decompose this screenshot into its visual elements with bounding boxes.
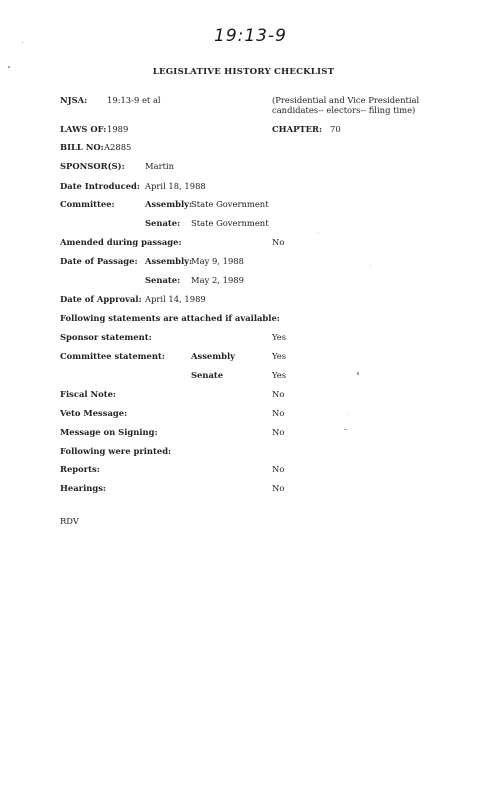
passage-senate-value: May 2, 1989 <box>191 275 244 285</box>
laws-of-label: LAWS OF: <box>60 124 107 134</box>
date-introduced-label: Date Introduced: <box>60 181 140 191</box>
scan-speck <box>344 429 347 430</box>
bill-no-value: A2885 <box>104 142 132 152</box>
committee-statement-senate-value: Yes <box>272 370 287 380</box>
date-of-passage-label: Date of Passage: <box>60 256 138 266</box>
chapter-value: 70 <box>330 124 341 134</box>
reports-label: Reports: <box>60 464 100 474</box>
handwritten-statute-number: 19:13-9 <box>214 26 287 46</box>
laws-of-value: 1989 <box>107 124 129 134</box>
sponsors-value: Martin <box>145 161 175 171</box>
veto-message-value: No <box>272 408 285 418</box>
printed-header: Following were printed: <box>60 446 172 456</box>
sponsors-label: SPONSOR(S): <box>60 161 125 171</box>
committee-statement-senate-label: Senate <box>191 370 224 380</box>
date-of-approval-label: Date of Approval: <box>60 294 142 304</box>
fiscal-note-value: No <box>272 389 285 399</box>
scan-speck <box>22 42 23 43</box>
initials: RDV <box>60 516 79 526</box>
sponsor-statement-label: Sponsor statement: <box>60 332 152 342</box>
passage-senate-label: Senate: <box>145 275 181 285</box>
committee-senate-value: State Government <box>191 218 269 228</box>
amended-label: Amended during passage: <box>60 237 182 247</box>
message-on-signing-label: Message on Signing: <box>60 427 158 437</box>
passage-assembly-label: Assembly: <box>145 256 193 266</box>
sponsor-statement-value: Yes <box>272 332 287 342</box>
scan-speck <box>357 372 359 375</box>
committee-label: Committee: <box>60 199 115 209</box>
veto-message-label: Veto Message: <box>60 408 128 418</box>
committee-statement-assembly-label: Assembly <box>191 351 236 361</box>
committee-statement-assembly-value: Yes <box>272 351 287 361</box>
hearings-label: Hearings: <box>60 483 107 493</box>
page-title: LEGISLATIVE HISTORY CHECKLIST <box>152 67 335 77</box>
njsa-value: 19:13-9 et al <box>107 95 161 105</box>
scan-speck <box>347 414 348 415</box>
passage-assembly-value: May 9, 1988 <box>191 256 244 266</box>
amended-value: No <box>272 237 285 247</box>
chapter-label: CHAPTER: <box>272 124 323 134</box>
fiscal-note-label: Fiscal Note: <box>60 389 116 399</box>
subject-line-2: candidates-- electors-- filing time) <box>272 105 416 115</box>
committee-assembly-label: Assembly: <box>145 199 193 209</box>
statements-header: Following statements are attached if available: <box>60 313 280 323</box>
hearings-value: No <box>272 483 285 493</box>
message-on-signing-value: No <box>272 427 285 437</box>
committee-assembly-value: State Government <box>191 199 269 209</box>
committee-senate-label: Senate: <box>145 218 181 228</box>
scan-speck <box>318 232 319 233</box>
scan-speck <box>8 66 10 68</box>
bill-no-label: BILL NO: <box>60 142 104 152</box>
date-introduced-value: April 18, 1988 <box>145 181 206 191</box>
date-of-approval-value: April 14, 1989 <box>145 294 206 304</box>
njsa-label: NJSA: <box>60 95 88 105</box>
committee-statement-label: Committee statement: <box>60 351 165 361</box>
reports-value: No <box>272 464 285 474</box>
subject-line-1: (Presidential and Vice Presidential <box>272 95 420 105</box>
scan-speck <box>370 265 371 266</box>
